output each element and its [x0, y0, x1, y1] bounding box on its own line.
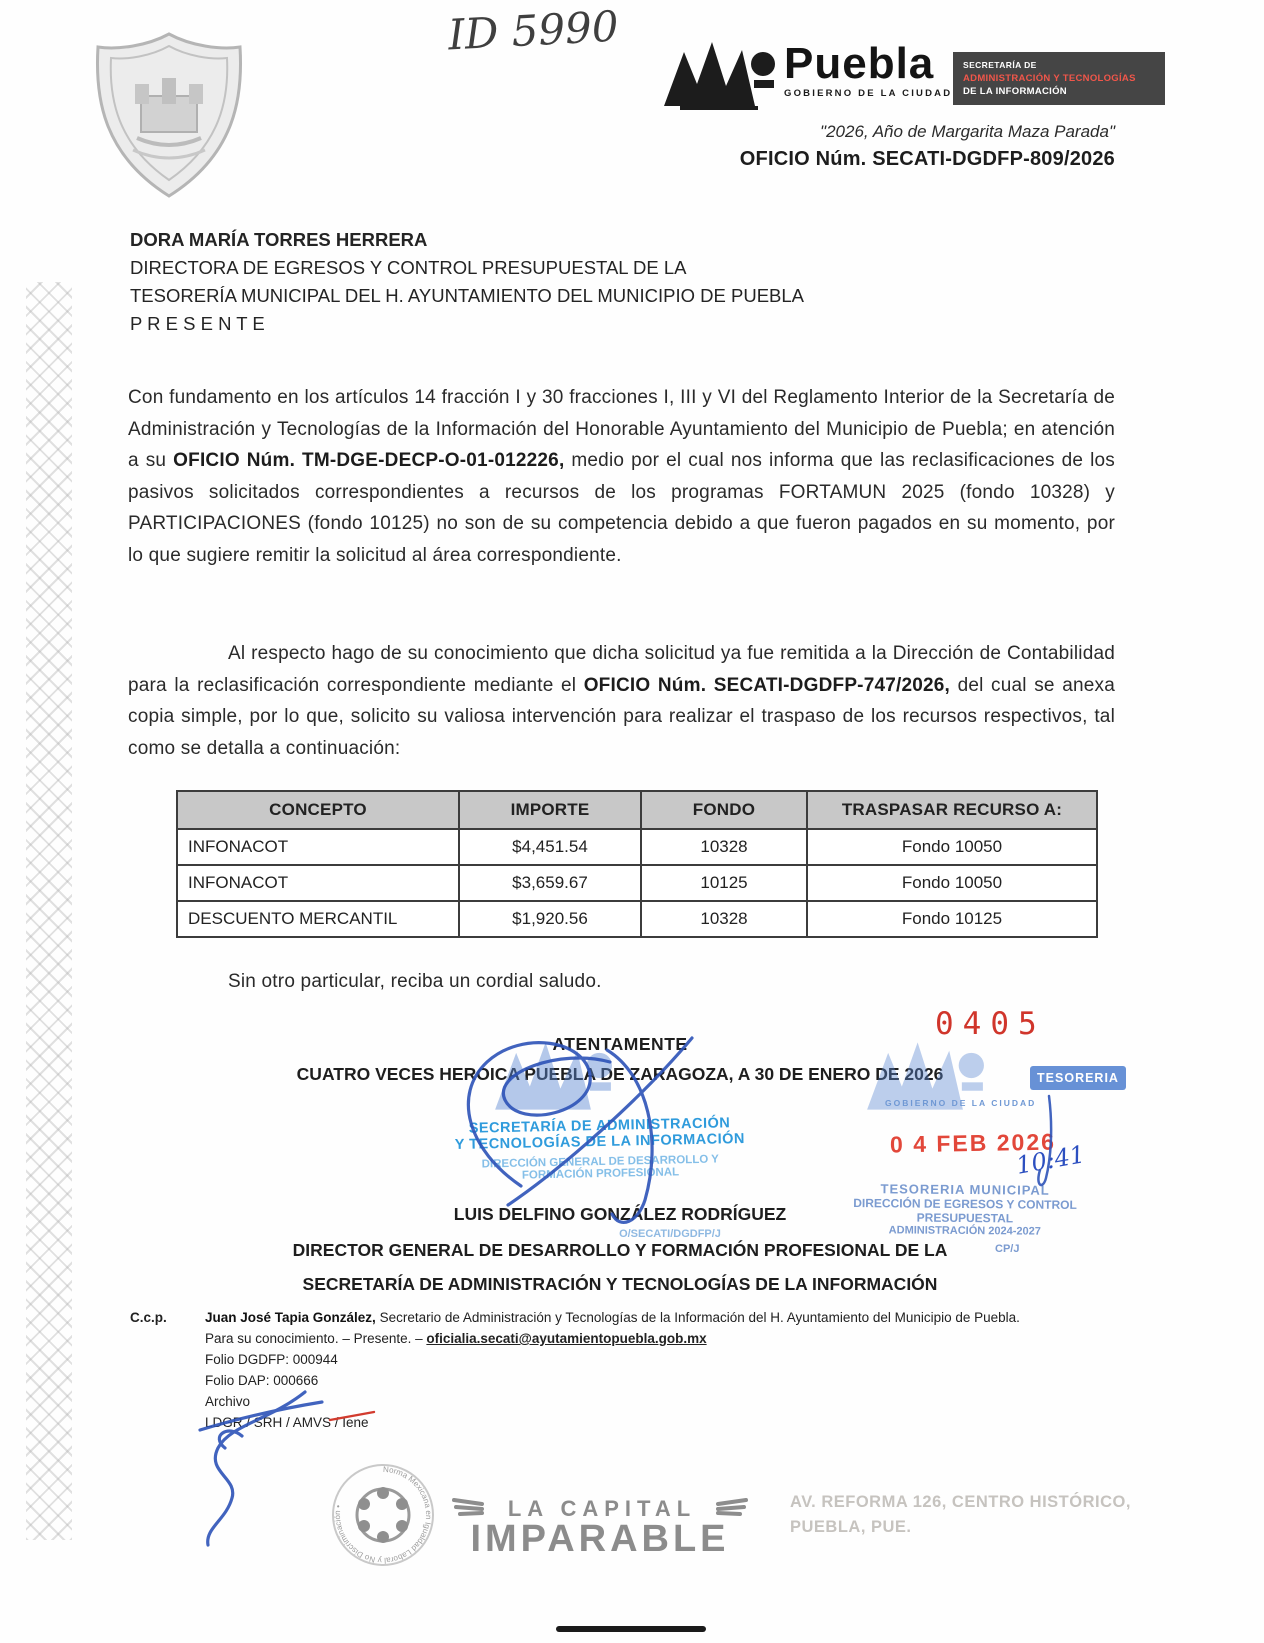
capital-wing-left-icon — [452, 1496, 486, 1518]
body-paragraph-1 — [128, 382, 1115, 571]
footer-address-line-2: PUEBLA, PUE. — [790, 1518, 912, 1536]
secati-stamp-line-1: SECRETARÍA DE ADMINISTRACIÓN — [468, 1115, 731, 1137]
cell-traspasar: Fondo 10050 — [807, 865, 1097, 901]
ccp-recipient-name: Juan José Tapia González, — [205, 1310, 376, 1325]
city-crest-logo — [85, 26, 253, 204]
capital-wing-right-icon — [714, 1496, 748, 1518]
brand-wordmark: Puebla — [784, 39, 935, 88]
signer-title-2: SECRETARÍA DE ADMINISTRACIÓN Y TECNOLOGÍAS DE LA INFORMACIÓN — [302, 1274, 938, 1294]
ccp-email: oficialia.secati@ayutamientopuebla.gob.mx — [426, 1331, 707, 1346]
p2-text-c: del cual se anexa copia simple, por lo que, solicito su valiosa intervención para realizar el traspaso de los recursos respectivos, tal como se detalla a continuación: — [128, 674, 1115, 759]
signer-name: LUIS DELFINO GONZÁLEZ RODRÍGUEZ — [453, 1204, 787, 1224]
tesoreria-stamp-line-1: TESORERIA MUNICIPAL — [880, 1181, 1050, 1198]
ccp-initials: LDGR / SRH / AMVS / Iene — [205, 1415, 369, 1430]
city-date-line: CUATRO VECES HEROICA PUEBLA DE ZARAGOZA, A 30 DE ENERO DE 2026 — [296, 1064, 944, 1084]
secati-stamp-line-2: Y TECNOLOGÍAS DE LA INFORMACIÓN — [454, 1130, 746, 1154]
footer-address-line-1: AV. REFORMA 126, CENTRO HISTÓRICO, — [790, 1493, 1131, 1511]
ccp-block — [205, 1307, 1140, 1433]
cell-traspasar: Fondo 10050 — [807, 829, 1097, 865]
date-received-stamp: 0 4 FEB 2026 — [889, 1128, 1057, 1158]
ccp-purpose-text: Para su conocimiento. – Presente. – — [205, 1331, 427, 1346]
signer-title-1: DIRECTOR GENERAL DE DESARROLLO Y FORMACIÓN PROFESIONAL DE LA — [292, 1240, 948, 1260]
col-importe: IMPORTE — [459, 791, 641, 829]
cell-fondo: 10328 — [641, 829, 807, 865]
body-paragraph-2 — [128, 638, 1115, 764]
cell-importe: $3,659.67 — [459, 865, 641, 901]
bottom-bar — [556, 1626, 706, 1632]
banner-line-3: DE LA INFORMACIÓN — [963, 86, 1067, 97]
addressee-presente: P R E S E N T E — [130, 313, 265, 334]
puebla-logo-mark — [660, 36, 778, 112]
handwritten-id: ID 5990 — [446, 1, 620, 60]
banner-line-1: SECRETARÍA DE — [963, 60, 1037, 70]
secati-stamp-line-3: DIRECCIÓN GENERAL DE DESARROLLO Y — [481, 1153, 720, 1171]
p1-text-c: medio por el cual nos informa que las reclasificaciones de los pasivos solicitados correspondientes a recursos de los programas FORTAMUN 2025 (fondo 10328) y PARTICIPACIONES (fondo 10125) no son de su competencia debido a que fueron pagados en su momento, por lo que sugiere remitir la solicitud al área correspondiente. — [128, 450, 1115, 566]
certification-emblem — [328, 1460, 438, 1570]
addressee-title-2: TESORERÍA MUNICIPAL DEL H. AYUNTAMIENTO DEL MUNICIPIO DE PUEBLA — [130, 285, 805, 306]
gov-stamp-caption: GOBIERNO DE LA CIUDAD — [885, 1098, 1037, 1108]
handwritten-time: 10:41 — [1014, 1140, 1088, 1180]
tesoreria-stamp-line-3: PRESUPUESTAL — [916, 1210, 1014, 1226]
ccp-folio-dgdfp: Folio DGDFP: 000944 — [205, 1352, 338, 1367]
table-header-row — [177, 791, 1097, 829]
ccp-purpose-line — [205, 1328, 1140, 1349]
banner-line-2: ADMINISTRACIÓN Y TECNOLOGÍAS — [963, 73, 1136, 84]
p2-oficio-ref: OFICIO Núm. SECATI-DGDFP-747/2026, — [583, 674, 951, 696]
atentamente-label: ATENTAMENTE — [552, 1034, 688, 1054]
cell-importe: $1,920.56 — [459, 901, 641, 937]
col-fondo: FONDO — [641, 791, 807, 829]
ccp-recipient-title: Secretario de Administración y Tecnologías de la Información del H. Ayuntamiento del Municipio de Puebla. — [375, 1310, 1020, 1325]
secretaria-banner — [953, 52, 1165, 105]
certification-text: Norma Mexicana en Igualdad Laboral y No Discriminación • — [332, 1464, 434, 1566]
col-concepto: CONCEPTO — [177, 791, 459, 829]
initials-scribble — [219, 1431, 242, 1448]
secati-stamp-code: O/SECATI/DGDFP/J — [619, 1228, 721, 1240]
brand-subtitle: GOBIERNO DE LA CIUDAD — [784, 88, 953, 99]
year-motto: "2026, Año de Margarita Maza Parada" — [820, 122, 1115, 141]
table-row — [177, 901, 1097, 937]
cell-concepto: DESCUENTO MERCANTIL — [177, 901, 459, 937]
p2-text-a: Al respecto hago de su conocimiento que dicha solicitud ya fue remitida a la Dirección de Contabilidad para la reclasificación correspondiente mediante el — [128, 643, 1115, 696]
p1-oficio-ref: OFICIO Núm. TM-DGE-DECP-O-01-012226, — [173, 450, 565, 471]
security-pattern-strip — [26, 282, 72, 1540]
tesoreria-box-stamp: TESORERIA — [1030, 1066, 1126, 1090]
secati-stamp-line-4: FORMACIÓN PROFESIONAL — [521, 1166, 680, 1182]
gov-stamp-left — [428, 1036, 678, 1116]
footer-address — [790, 1490, 1131, 1540]
addressee-block — [130, 226, 804, 338]
cell-fondo: 10328 — [641, 901, 807, 937]
transfer-table — [176, 790, 1098, 938]
table-row — [177, 865, 1097, 901]
ccp-folio-dap: Folio DAP: 000666 — [205, 1373, 319, 1388]
addressee-title-1: DIRECTORA DE EGRESOS Y CONTROL PRESUPUESTAL DE LA — [130, 257, 687, 278]
cell-importe: $4,451.54 — [459, 829, 641, 865]
addressee-name: DORA MARÍA TORRES HERRERA — [130, 229, 428, 250]
imparable-label: IMPARABLE — [470, 1518, 730, 1560]
ccp-label: C.c.p. — [130, 1310, 167, 1325]
tesoreria-stamp-line-4: ADMINISTRACIÓN 2024-2027 — [888, 1224, 1041, 1238]
capital-label: LA CAPITAL — [507, 1496, 697, 1521]
ccp-archivo: Archivo — [205, 1394, 251, 1409]
tesoreria-stamp-line-2: DIRECCIÓN DE EGRESOS Y CONTROL — [853, 1196, 1077, 1212]
cell-concepto: INFONACOT — [177, 829, 459, 865]
col-traspasar: TRASPASAR RECURSO A: — [807, 791, 1097, 829]
cell-fondo: 10125 — [641, 865, 807, 901]
tesoreria-stamp-code: CP/J — [995, 1243, 1020, 1255]
cell-traspasar: Fondo 10125 — [807, 901, 1097, 937]
ccp-recipient-line — [205, 1307, 1140, 1328]
oficio-number: OFICIO Núm. SECATI-DGDFP-809/2026 — [739, 148, 1115, 170]
folio-stamp: 0405 — [935, 1006, 1046, 1042]
closing-line: Sin otro particular, reciba un cordial saludo. — [228, 971, 602, 992]
p1-text-a: Con fundamento en los artículos 14 fracción I y 30 fracciones I, III y VI del Reglamento Interior de la Secretaría de Administración y Tecnologías de la Información del Honorable Ayuntamiento del Municipio de Puebla; en atención a su — [128, 387, 1115, 471]
cell-concepto: INFONACOT — [177, 865, 459, 901]
secati-stamp — [439, 1115, 760, 1184]
table-row — [177, 829, 1097, 865]
